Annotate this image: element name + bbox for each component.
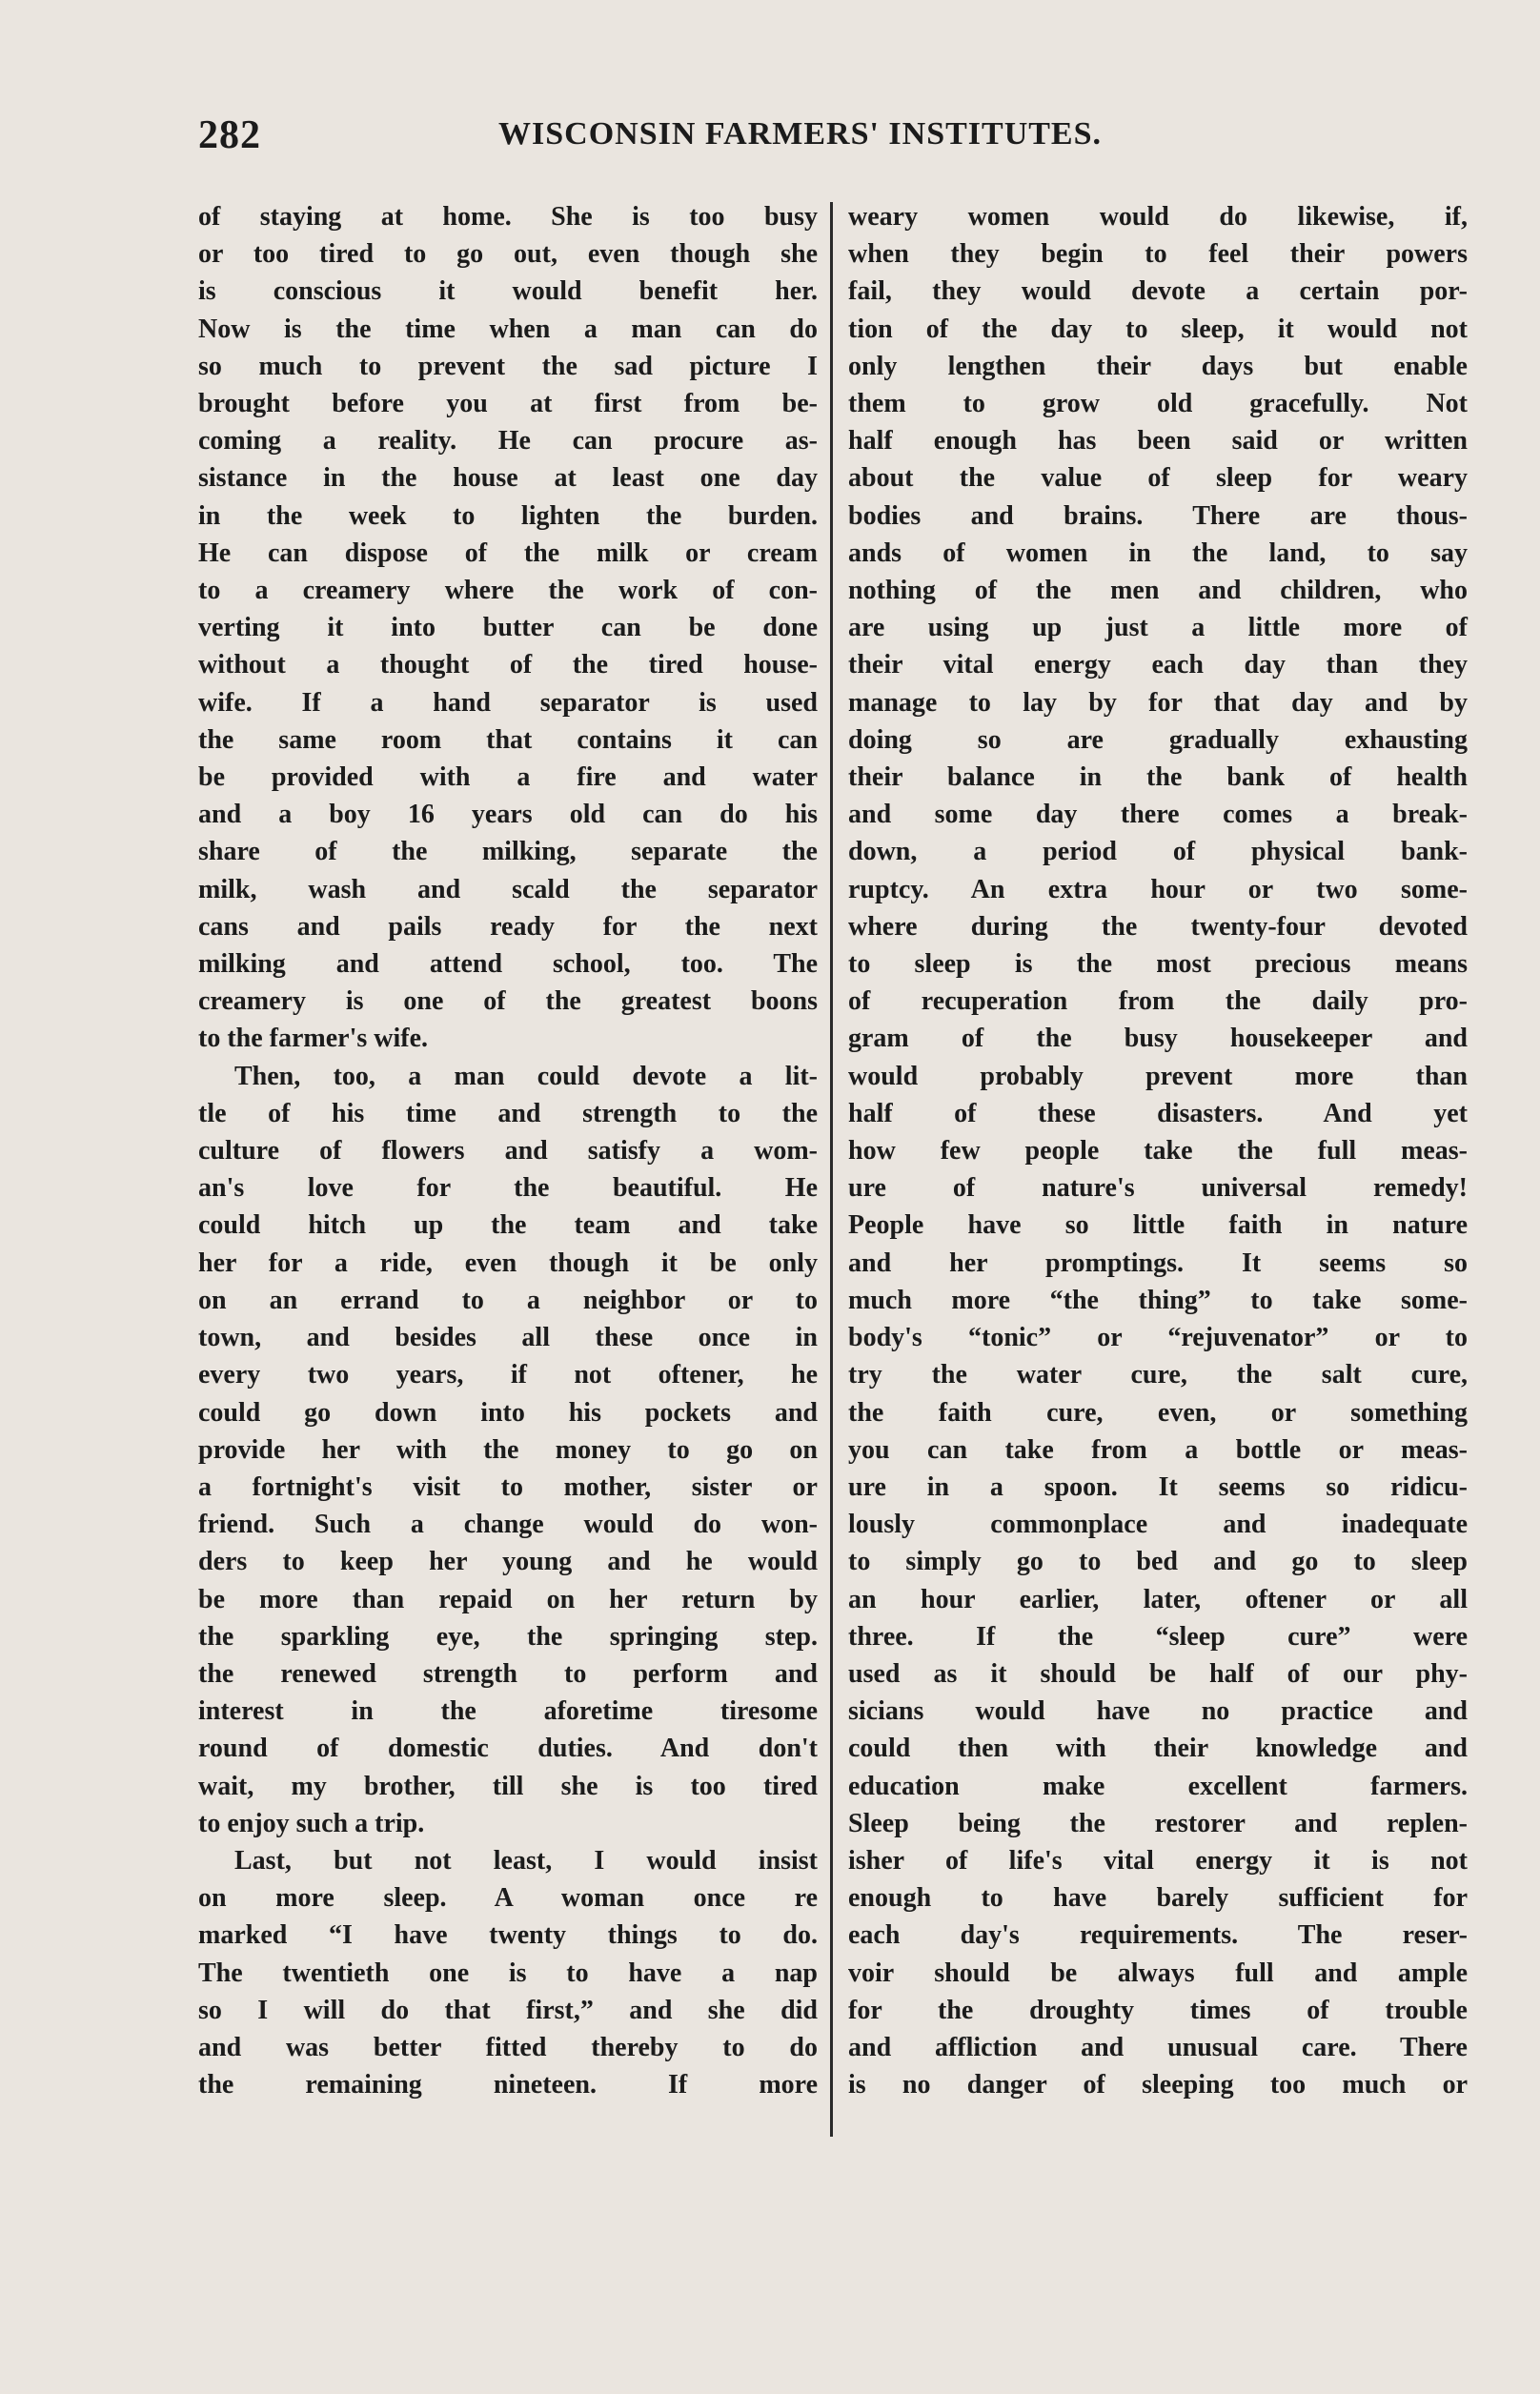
text-line: her for a ride, even though it be only [198, 1248, 818, 1278]
text-line: to sleep is the most precious means [848, 949, 1468, 980]
text-line: culture of flowers and satisfy a wom- [198, 1136, 818, 1167]
text-line: and some day there comes a break- [848, 800, 1468, 830]
text-line: marked “I have twenty things to do. [198, 1920, 818, 1951]
text-line: share of the milking, separate the [198, 837, 818, 867]
text-line: sicians would have no practice and [848, 1696, 1468, 1727]
text-line: and was better fitted thereby to do [198, 2032, 818, 2062]
page-number: 282 [198, 113, 261, 157]
text-line: wait, my brother, till she is too tired [198, 1771, 818, 1801]
text-line: or too tired to go out, even though she [198, 239, 818, 270]
text-line: would probably prevent more than [848, 1061, 1468, 1091]
text-line: on more sleep. A woman once re [198, 1883, 818, 1914]
text-line: People have so little faith in nature [848, 1210, 1468, 1241]
text-line: Last, but not least, I would insist [234, 1845, 818, 1876]
text-line: of staying at home. She is too busy [198, 202, 818, 232]
text-line: ure in a spoon. It seems so ridicu- [848, 1471, 1468, 1502]
text-line: doing so are gradually exhausting [848, 724, 1468, 755]
text-line: interest in the aforetime tiresome [198, 1696, 818, 1727]
text-line: enough to have barely sufficient for [848, 1883, 1468, 1914]
text-line: the sparkling eye, the springing step. [198, 1621, 818, 1652]
text-line: the same room that contains it can [198, 724, 818, 755]
text-line: ands of women in the land, to say [848, 538, 1468, 568]
text-line: each day's requirements. The reser- [848, 1920, 1468, 1951]
text-line: ure of nature's universal remedy! [848, 1173, 1468, 1204]
text-line: them to grow old gracefully. Not [848, 389, 1468, 419]
text-line: body's “tonic” or “rejuvenator” or to [848, 1323, 1468, 1353]
text-line: the remaining nineteen. If more [198, 2070, 818, 2100]
text-line: milking and attend school, too. The [198, 949, 818, 980]
text-line: and her promptings. It seems so [848, 1248, 1468, 1278]
text-line: every two years, if not oftener, he [198, 1360, 818, 1390]
text-line: a fortnight's visit to mother, sister or [198, 1471, 818, 1502]
text-line: ruptcy. An extra hour or two some- [848, 874, 1468, 904]
text-line: Now is the time when a man can do [198, 314, 818, 344]
text-line: to simply go to bed and go to sleep [848, 1547, 1468, 1577]
text-line: could then with their knowledge and [848, 1734, 1468, 1764]
text-line: three. If the “sleep cure” were [848, 1621, 1468, 1652]
text-line: to the farmer's wife. [198, 1024, 429, 1054]
text-line: education make excellent farmers. [848, 1771, 1468, 1801]
text-line: is conscious it would benefit her. [198, 276, 818, 307]
text-line: where during the twenty-four devoted [848, 911, 1468, 942]
text-line: tion of the day to sleep, it would not [848, 314, 1468, 344]
running-title: WISCONSIN FARMERS' INSTITUTES. [498, 116, 1103, 152]
text-line: an's love for the beautiful. He [198, 1173, 818, 1204]
text-line: on an errand to a neighbor or to [198, 1285, 818, 1315]
text-line: and a boy 16 years old can do his [198, 800, 818, 830]
text-line: without a thought of the tired house- [198, 650, 818, 680]
text-line: The twentieth one is to have a nap [198, 1958, 818, 1988]
right-text-column [848, 198, 1468, 2103]
text-line: He can dispose of the milk or cream [198, 538, 818, 568]
text-line: their balance in the bank of health [848, 762, 1468, 793]
text-line: the renewed strength to perform and [198, 1658, 818, 1689]
text-line: down, a period of physical bank- [848, 837, 1468, 867]
text-line: Then, too, a man could devote a lit- [234, 1061, 818, 1091]
text-line: so much to prevent the sad picture I [198, 351, 818, 381]
text-line: for the droughty times of trouble [848, 1995, 1468, 2025]
text-line: friend. Such a change would do won- [198, 1510, 818, 1540]
text-line: to enjoy such a trip. [198, 1808, 425, 1838]
text-line: milk, wash and scald the separator [198, 874, 818, 904]
text-line: of recuperation from the daily pro- [848, 986, 1468, 1017]
text-line: gram of the busy housekeeper and [848, 1024, 1468, 1054]
text-line: only lengthen their days but enable [848, 351, 1468, 381]
text-line: half enough has been said or written [848, 426, 1468, 456]
text-line: and affliction and unusual care. There [848, 2032, 1468, 2062]
text-line: verting it into butter can be done [198, 613, 818, 643]
text-line: their vital energy each day than they [848, 650, 1468, 680]
text-line: wife. If a hand separator is used [198, 687, 818, 718]
text-line: tle of his time and strength to the [198, 1098, 818, 1128]
text-line: so I will do that first,” and she did [198, 1995, 818, 2025]
text-line: in the week to lighten the burden. [198, 500, 818, 531]
text-line: manage to lay by for that day and by [848, 687, 1468, 718]
text-line: could hitch up the team and take [198, 1210, 818, 1241]
text-line: be provided with a fire and water [198, 762, 818, 793]
text-line: how few people take the full meas- [848, 1136, 1468, 1167]
text-line: nothing of the men and children, who [848, 576, 1468, 606]
text-line: be more than repaid on her return by [198, 1584, 818, 1614]
text-line: lously commonplace and inadequate [848, 1510, 1468, 1540]
text-line: Sleep being the restorer and replen- [848, 1808, 1468, 1838]
text-line: round of domestic duties. And don't [198, 1734, 818, 1764]
text-line: provide her with the money to go on [198, 1434, 818, 1465]
left-text-column [198, 198, 818, 2103]
text-line: voir should be always full and ample [848, 1958, 1468, 1988]
text-line: creamery is one of the greatest boons [198, 986, 818, 1017]
page-header [198, 112, 1180, 170]
text-line: to a creamery where the work of con- [198, 576, 818, 606]
text-line: cans and pails ready for the next [198, 911, 818, 942]
text-line: is no danger of sleeping too much or [848, 2070, 1468, 2100]
text-line: about the value of sleep for weary [848, 463, 1468, 494]
text-line: ders to keep her young and he would [198, 1547, 818, 1577]
text-line: sistance in the house at least one day [198, 463, 818, 494]
column-divider [830, 202, 833, 2137]
text-line: bodies and brains. There are thous- [848, 500, 1468, 531]
text-line: half of these disasters. And yet [848, 1098, 1468, 1128]
text-line: brought before you at first from be- [198, 389, 818, 419]
text-line: an hour earlier, later, oftener or all [848, 1584, 1468, 1614]
text-line: town, and besides all these once in [198, 1323, 818, 1353]
text-line: fail, they would devote a certain por- [848, 276, 1468, 307]
text-line: you can take from a bottle or meas- [848, 1434, 1468, 1465]
text-line: weary women would do likewise, if, [848, 202, 1468, 232]
text-line: much more “the thing” to take some- [848, 1285, 1468, 1315]
text-line: used as it should be half of our phy- [848, 1658, 1468, 1689]
text-line: are using up just a little more of [848, 613, 1468, 643]
text-line: when they begin to feel their powers [848, 239, 1468, 270]
text-line: isher of life's vital energy it is not [848, 1845, 1468, 1876]
text-line: coming a reality. He can procure as- [198, 426, 818, 456]
text-line: try the water cure, the salt cure, [848, 1360, 1468, 1390]
text-line: could go down into his pockets and [198, 1397, 818, 1428]
text-line: the faith cure, even, or something [848, 1397, 1468, 1428]
